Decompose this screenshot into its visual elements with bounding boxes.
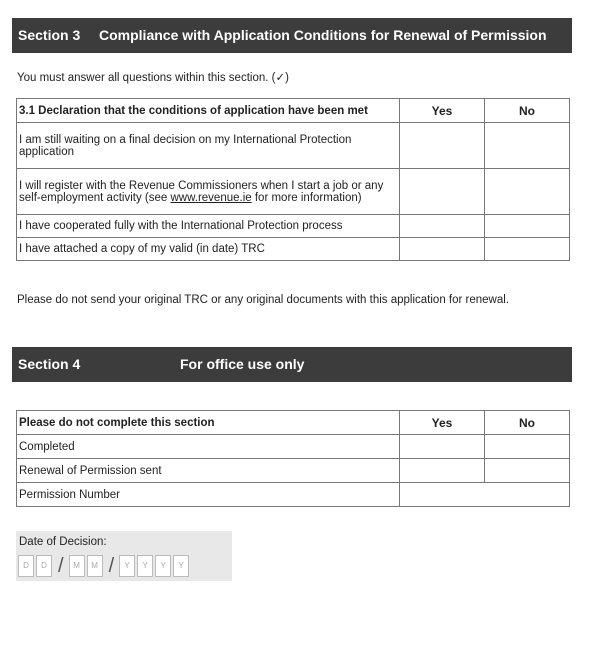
date-input-group bbox=[18, 555, 191, 577]
no-checkbox[interactable] bbox=[485, 123, 570, 169]
date-separator: / bbox=[108, 555, 115, 577]
declaration-table bbox=[16, 98, 570, 261]
no-checkbox[interactable] bbox=[485, 215, 570, 238]
date-of-decision bbox=[16, 531, 232, 581]
office-use-header: Please do not complete this section bbox=[17, 411, 400, 435]
month-digit-field[interactable]: M bbox=[87, 555, 103, 577]
yes-checkbox[interactable] bbox=[400, 215, 485, 238]
yes-checkbox[interactable] bbox=[400, 435, 485, 459]
yes-checkbox[interactable] bbox=[400, 123, 485, 169]
yes-checkbox[interactable] bbox=[400, 169, 485, 215]
no-checkbox[interactable] bbox=[485, 238, 570, 261]
section4-title: For office use only bbox=[180, 356, 305, 372]
revenue-link[interactable]: www.revenue.ie bbox=[170, 191, 252, 204]
year-digit-field[interactable]: Y bbox=[173, 555, 189, 577]
year-digit-field[interactable]: Y bbox=[155, 555, 171, 577]
section4-header bbox=[12, 347, 572, 382]
declaration-row-waiting: I am still waiting on a final decision on my International Protection application bbox=[17, 123, 400, 169]
section3-number: Section 3 bbox=[18, 27, 81, 43]
year-digit-field[interactable]: Y bbox=[119, 555, 135, 577]
no-column-header: No bbox=[485, 99, 570, 123]
section3-instruction: You must answer all questions within this section. (✓) bbox=[17, 72, 289, 84]
date-of-decision-label: Date of Decision: bbox=[19, 536, 107, 548]
no-column-header: No bbox=[485, 411, 570, 435]
no-checkbox[interactable] bbox=[485, 169, 570, 215]
declaration-row-revenue bbox=[17, 169, 400, 215]
declaration-row-trc: I have attached a copy of my valid (in date) TRC bbox=[17, 238, 400, 261]
year-digit-field[interactable]: Y bbox=[137, 555, 153, 577]
office-row-completed: Completed bbox=[17, 435, 400, 459]
revenue-text-before: I will register with the Revenue Commissioners when I start a job or any self-employment activity (see bbox=[19, 179, 384, 204]
month-digit-field[interactable]: M bbox=[69, 555, 85, 577]
date-separator: / bbox=[58, 555, 64, 577]
permission-number-field[interactable] bbox=[400, 483, 570, 507]
yes-column-header: Yes bbox=[400, 411, 485, 435]
yes-checkbox[interactable] bbox=[400, 459, 485, 483]
yes-checkbox[interactable] bbox=[400, 238, 485, 261]
section3-header bbox=[12, 18, 572, 53]
office-use-table bbox=[16, 410, 570, 507]
section3-title: Compliance with Application Conditions for Renewal of Permission bbox=[99, 27, 547, 43]
declaration-row-cooperated: I have cooperated fully with the International Protection process bbox=[17, 215, 400, 238]
original-documents-note: Please do not send your original TRC or any original documents with this application for renewal. bbox=[17, 294, 509, 306]
declaration-header: 3.1 Declaration that the conditions of application have been met bbox=[17, 99, 400, 123]
no-checkbox[interactable] bbox=[485, 435, 570, 459]
day-digit-field[interactable]: D bbox=[36, 555, 52, 577]
revenue-text-after: for more information) bbox=[251, 191, 362, 204]
section4-number: Section 4 bbox=[18, 356, 81, 372]
no-checkbox[interactable] bbox=[485, 459, 570, 483]
yes-column-header: Yes bbox=[400, 99, 485, 123]
day-digit-field[interactable]: D bbox=[18, 555, 34, 577]
office-row-permission-number: Permission Number bbox=[17, 483, 400, 507]
office-row-renewal-sent: Renewal of Permission sent bbox=[17, 459, 400, 483]
